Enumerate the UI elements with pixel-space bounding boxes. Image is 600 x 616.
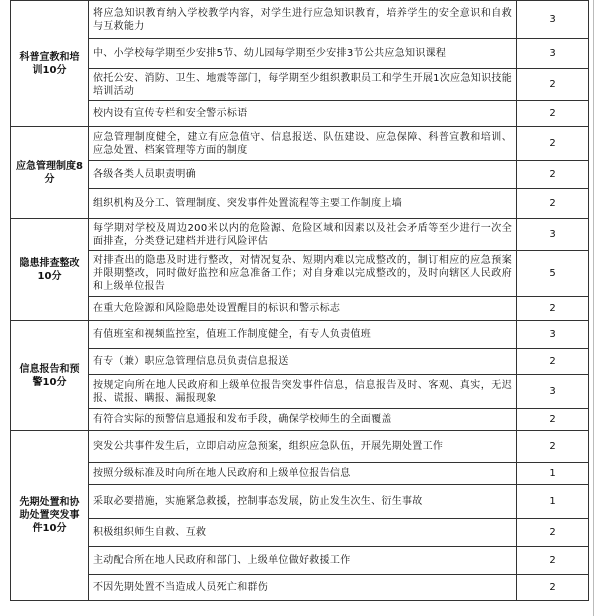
score-cell: 3: [517, 1, 589, 39]
item-cell: 按规定向所在地人民政府和上级单位报告突发事件信息，信息报告及时、客观、真实，无迟报、谎报、瞒报、漏报现象: [89, 375, 517, 409]
table-row: [11, 349, 589, 375]
score-cell: 3: [517, 219, 589, 251]
table-row: [11, 219, 589, 251]
item-cell: 依托公安、消防、卫生、地震等部门，每学期至少组织教职员工和学生开展1次应急知识技能培训活动: [89, 69, 517, 101]
score-cell: 3: [517, 39, 589, 69]
category-cell: 先期处置和协助处置突发事件10分: [11, 431, 89, 601]
item-cell: 应急管理制度健全，建立有应急值守、信息报送、队伍建设、应急保障、科普宣教和培训、应急处置、档案管理等方面的制度: [89, 127, 517, 161]
table-row: [11, 375, 589, 409]
table-row: [11, 409, 589, 431]
item-cell: 有值班室和视频监控室，值班工作制度健全，有专人负责值班: [89, 321, 517, 349]
item-cell: 按照分级标准及时向所在地人民政府和上级单位报告信息: [89, 463, 517, 485]
table-row: [11, 101, 589, 127]
item-cell: 有专（兼）职应急管理信息员负责信息报送: [89, 349, 517, 375]
table-row: [11, 575, 589, 601]
page-edge-divider: [593, 0, 594, 616]
table-row: [11, 519, 589, 547]
score-cell: 2: [517, 431, 589, 463]
item-cell: 校内设有宣传专栏和安全警示标语: [89, 101, 517, 127]
score-cell: 2: [517, 161, 589, 189]
score-cell: 2: [517, 575, 589, 601]
table-row: [11, 1, 589, 39]
score-cell: 2: [517, 519, 589, 547]
item-cell: 将应急知识教育纳入学校教学内容，对学生进行应急知识教育，培养学生的安全意识和自救与互救能力: [89, 1, 517, 39]
category-cell: 科普宣教和培训10分: [11, 1, 89, 127]
score-cell: 3: [517, 321, 589, 349]
score-cell: 5: [517, 251, 589, 297]
score-cell: 3: [517, 375, 589, 409]
table-row: [11, 161, 589, 189]
score-cell: 2: [517, 349, 589, 375]
score-cell: 2: [517, 189, 589, 219]
score-cell: 2: [517, 547, 589, 575]
table-row: [11, 69, 589, 101]
item-cell: 在重大危险源和风险隐患处设置醒目的标识和警示标志: [89, 297, 517, 321]
category-cell: 应急管理制度8分: [11, 127, 89, 219]
item-cell: 有符合实际的预警信息通报和发布手段，确保学校师生的全面覆盖: [89, 409, 517, 431]
item-cell: 中、小学校每学期至少安排5节、幼儿园每学期至少安排3节公共应急知识课程: [89, 39, 517, 69]
table-row: [11, 431, 589, 463]
item-cell: 积极组织师生自救、互救: [89, 519, 517, 547]
score-cell: 2: [517, 297, 589, 321]
table-row: [11, 547, 589, 575]
item-cell: 采取必要措施，实施紧急救援，控制事态发展，防止发生次生、衍生事故: [89, 485, 517, 519]
score-cell: 2: [517, 101, 589, 127]
score-cell: 2: [517, 69, 589, 101]
item-cell: 对排查出的隐患及时进行整改，对情况复杂、短期内难以完成整改的，制订相应的应急预案并限期整改，同时做好监控和应急准备工作；对自身难以完成整改的，及时向辖区人民政府和上级单位报告: [89, 251, 517, 297]
item-cell: 不因先期处置不当造成人员死亡和群伤: [89, 575, 517, 601]
item-cell: 每学期对学校及周边200米以内的危险源、危险区域和因素以及社会矛盾等至少进行一次全面排查，分类登记建档并进行风险评估: [89, 219, 517, 251]
table-row: [11, 39, 589, 69]
category-cell: 信息报告和预警10分: [11, 321, 89, 431]
score-cell: 2: [517, 409, 589, 431]
score-cell: 2: [517, 127, 589, 161]
table-row: [11, 189, 589, 219]
score-cell: 1: [517, 463, 589, 485]
score-cell: 1: [517, 485, 589, 519]
table-row: [11, 297, 589, 321]
table-row: [11, 485, 589, 519]
item-cell: 主动配合所在地人民政府和部门、上级单位做好救援工作: [89, 547, 517, 575]
evaluation-table: [10, 0, 589, 601]
item-cell: 突发公共事件发生后，立即启动应急预案，组织应急队伍，开展先期处置工作: [89, 431, 517, 463]
table-row: [11, 127, 589, 161]
item-cell: 各级各类人员职责明确: [89, 161, 517, 189]
category-cell: 隐患排查整改10分: [11, 219, 89, 321]
table-row: [11, 321, 589, 349]
table-row: [11, 463, 589, 485]
item-cell: 组织机构及分工、管理制度、突发事件处置流程等主要工作制度上墙: [89, 189, 517, 219]
table-row: [11, 251, 589, 297]
